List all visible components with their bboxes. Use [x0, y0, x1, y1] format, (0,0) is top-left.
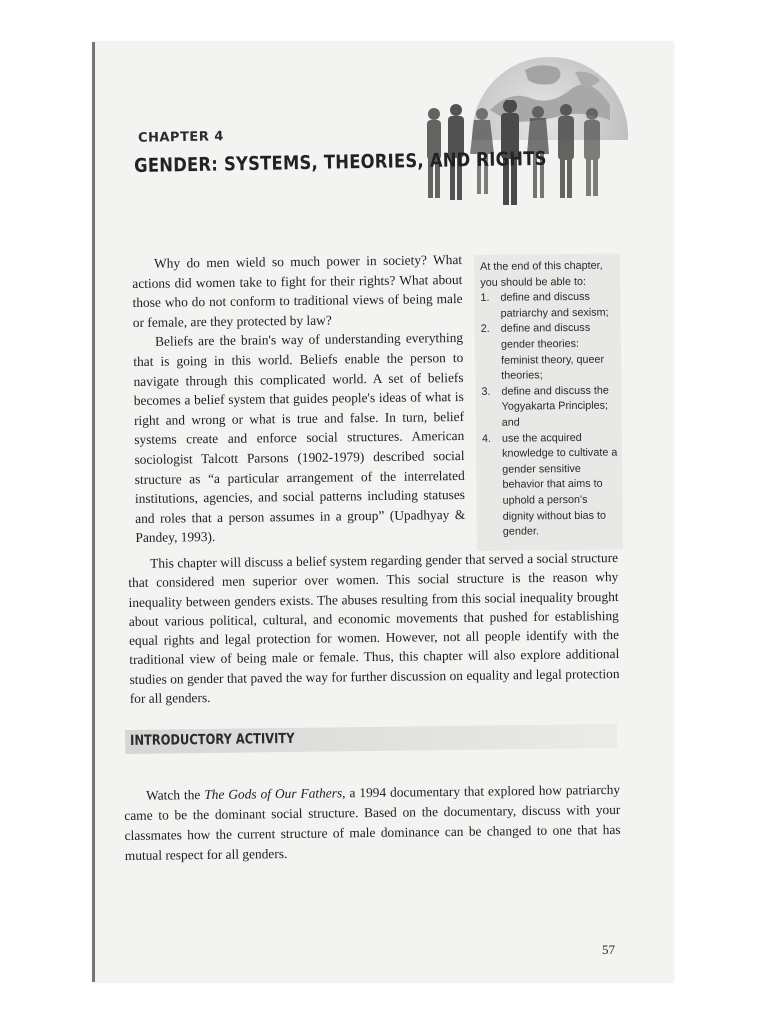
objective-item: [482, 430, 619, 541]
body-paragraph: This chapter will discuss a belief system regarding gender that served a social structure that considered men superior over women. This social structure is the reason why inequality between genders exists. The abuses resulting from this social inequality brought about various political, cultural, and economic movements that pushed for establishing equal rights and legal protection for women. However, not all people identify with the traditional view of being male or female. Thus, this chapter will also explore additional studies on gender that paved the way for further discussion on equality and legal protection for all genders.: [128, 550, 620, 707]
objective-number: 2.: [480, 323, 490, 336]
objective-number: 3.: [481, 385, 491, 398]
intro-paragraph: Beliefs are the brain's way of understanding everything that is going in this world. Beliefs enable the person to navigate through this complicated world. A set of beliefs becomes a belief system that guides people's ideas of what is right and wrong or what is true and false. In turn, belief systems create and enforce social structures. American sociologist Talcott Parsons (1902-1979) described social structure as “a particular arrangement of the interrelated institutions, agencies, and social patterns including statuses and roles that a person assumes in a group” (Upadhyay & Pandey, 1993).: [133, 330, 466, 546]
objectives-list: [480, 290, 619, 541]
intro-text: [132, 250, 466, 548]
objective-text: use the acquired knowledge to cultivate a gender sensitive behavior that aims to uphold a person's dignity without bias to gender.: [501, 431, 618, 538]
learning-objectives-box: [474, 253, 623, 551]
objective-text: define and discuss patriarchy and sexism;: [500, 290, 609, 320]
chapter-label: CHAPTER 4: [137, 129, 224, 146]
section-heading: INTRODUCTORY ACTIVITY: [130, 730, 295, 749]
intro-paragraph: Why do men wield so much power in society? What actions did women take to fight for their rights? What about those who do not conform to traditional views of being male or female, are they protected by law?: [132, 251, 463, 330]
activity-text: [124, 780, 621, 866]
objective-item: [480, 290, 616, 323]
objective-item: [481, 321, 618, 385]
activity-text-after: , a 1994 documentary that explored how patriarchy came to be the dominant social structure. Based on the documentary, discuss with your classmates how the current structure of male dominance can be changed to one that has mutual respect for all genders.: [124, 781, 621, 863]
objective-item: [481, 383, 617, 431]
objective-text: define and discuss the Yogyakarta Principles; and: [501, 384, 609, 429]
objectives-intro: At the end of this chapter, you should be able to:: [480, 259, 603, 289]
objective-number: 4.: [481, 432, 491, 445]
objective-text: define and discuss gender theories: feminist theory, queer theories;: [500, 322, 605, 382]
page-number: 57: [602, 942, 615, 957]
chapter-overview: [128, 548, 620, 708]
objective-number: 1.: [480, 292, 490, 305]
chapter-title: GENDER: SYSTEMS, THEORIES, AND RIGHTS: [134, 147, 547, 177]
activity-paragraph: [124, 780, 621, 866]
documentary-title: The Gods of Our Fathers: [204, 785, 343, 803]
activity-text-before: Watch the: [146, 787, 205, 803]
